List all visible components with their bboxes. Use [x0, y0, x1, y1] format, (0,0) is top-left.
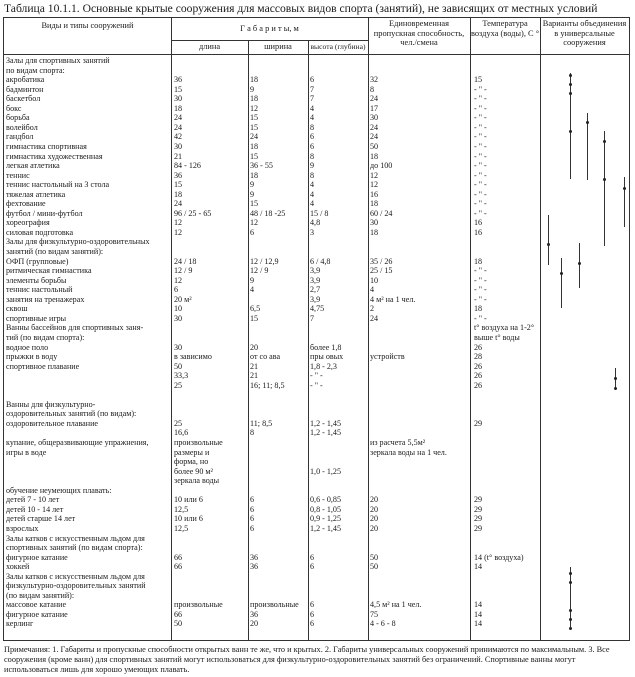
- variant-dot: [614, 387, 617, 390]
- row-cell: 96 / 25 - 65: [174, 208, 212, 218]
- row-cell: - " -: [474, 208, 487, 218]
- row-cell: 20: [250, 342, 259, 352]
- row-cell: 6: [250, 523, 255, 533]
- row-cell: пры овых: [310, 352, 344, 362]
- row-label: легкая атлетика: [6, 161, 60, 171]
- header-bottom-line: [4, 54, 629, 55]
- row-cell: 50: [370, 141, 379, 151]
- row-cell: 48 / 18 -25: [250, 208, 286, 218]
- row-cell: 15: [250, 199, 259, 209]
- row-label: гандбол: [6, 132, 34, 142]
- row-cell: 26: [474, 361, 483, 371]
- row-cell: 50: [370, 552, 379, 562]
- row-cell: - " -: [474, 189, 487, 199]
- row-cell: 16; 11; 8,5: [250, 380, 285, 390]
- row-cell: 18: [250, 141, 259, 151]
- row-cell: - " -: [474, 94, 487, 104]
- row-cell: 42: [174, 132, 183, 142]
- row-cell: 18: [174, 103, 183, 113]
- row-cell: 20: [370, 495, 379, 505]
- row-cell: 9: [250, 275, 255, 285]
- row-cell: - " -: [474, 103, 487, 113]
- row-cell: 29: [474, 504, 483, 514]
- row-cell: до 100: [370, 161, 393, 171]
- row-cell: 35 / 26: [370, 256, 393, 266]
- row-label: детей старше 14 лет: [6, 514, 76, 524]
- row-cell: 30: [174, 94, 183, 104]
- row-label: элементы борьбы: [6, 275, 67, 285]
- row-label: теннис настольный: [6, 285, 73, 295]
- row-cell: 8: [310, 170, 315, 180]
- row-cell: 84 - 126: [174, 161, 201, 171]
- row-cell: 16: [370, 189, 379, 199]
- row-cell: 18: [250, 75, 259, 85]
- row-cell: 0,8 - 1,05: [310, 504, 342, 514]
- row-cell: - " -: [474, 294, 487, 304]
- row-cell: 6 / 4,8: [310, 256, 331, 266]
- row-cell: 29: [474, 418, 483, 428]
- row-cell: 6: [310, 132, 315, 142]
- row-cell: 15 / 8: [310, 208, 329, 218]
- header-capacity: Единовременная пропускная способность, чел./смена: [373, 19, 465, 48]
- row-cell: от со ава: [250, 352, 281, 362]
- row-cell: 7: [310, 313, 315, 323]
- row-cell: 36: [174, 170, 183, 180]
- row-cell: более 90 м²: [174, 466, 213, 476]
- row-cell: 6: [250, 504, 255, 514]
- row-label: спортивные игры: [6, 313, 67, 323]
- row-cell: 18: [474, 304, 483, 314]
- row-cell: 3,9: [310, 266, 321, 276]
- row-label: хоккей: [6, 562, 30, 572]
- row-cell: 1,0 - 1,25: [310, 466, 342, 476]
- row-label: массовое катание: [6, 600, 67, 610]
- row-cell: 36: [250, 552, 259, 562]
- row-cell: из расчета 5,5м²: [370, 438, 426, 447]
- header-temp: Температура воздуха (воды), С °: [470, 19, 540, 38]
- row-cell: 15: [250, 122, 259, 132]
- row-cell: 4 - 6 - 8: [370, 619, 396, 629]
- row-cell: 60 / 24: [370, 208, 393, 218]
- header-width: ширина: [264, 42, 292, 51]
- row-cell: 10 или 6: [174, 514, 203, 524]
- row-cell: 4: [310, 199, 315, 209]
- row-cell: произвольные: [174, 438, 223, 447]
- row-cell: 24: [174, 113, 183, 123]
- row-cell: 12: [174, 227, 183, 237]
- row-label: (по видам занятий):: [6, 590, 75, 600]
- row-cell: 24: [250, 132, 259, 142]
- row-cell: 26: [474, 371, 483, 381]
- row-label: спортивных занятий (по видам спорта):: [6, 543, 143, 553]
- row-cell: 4,75: [310, 304, 325, 314]
- header-types: Виды и типы сооружений: [41, 21, 134, 30]
- row-cell: 1,2 - 1,45: [310, 428, 342, 438]
- header-variants: Варианты объединения в универсальные сооружения: [542, 19, 627, 48]
- row-cell: 11; 8,5: [250, 418, 273, 428]
- row-cell: 26: [474, 380, 483, 390]
- row-cell: 1,2 - 1,45: [310, 523, 342, 533]
- variant-line: [561, 258, 562, 308]
- row-cell: 33,3: [174, 371, 189, 381]
- row-cell: 21: [174, 151, 183, 161]
- variant-dot: [569, 627, 572, 630]
- row-cell: 0,9 - 1,25: [310, 514, 342, 524]
- row-cell: 15: [174, 180, 183, 190]
- row-label: баскетбол: [6, 94, 41, 104]
- row-cell: 8: [370, 84, 375, 94]
- row-label: купание, общеразвивающие упражнения,: [6, 438, 149, 447]
- row-cell: 30: [174, 141, 183, 151]
- row-cell: 15: [250, 313, 259, 323]
- row-cell: 4: [310, 180, 315, 190]
- row-cell: 4: [310, 113, 315, 123]
- row-cell: - " -: [474, 275, 487, 285]
- row-label: теннис настольный на 3 стола: [6, 180, 110, 190]
- row-cell: 6: [310, 552, 315, 562]
- row-label: силовая подготовка: [6, 227, 74, 237]
- row-cell: 12: [370, 170, 379, 180]
- row-label: фехтование: [6, 199, 46, 209]
- row-cell: 66: [174, 609, 183, 619]
- row-label: Ванны бассейнов для спортивных заня-: [6, 323, 144, 333]
- row-cell: 9: [250, 84, 255, 94]
- row-cell: 14 (t° воздуха): [474, 552, 524, 562]
- row-cell: 8: [310, 122, 315, 132]
- row-cell: 12: [174, 218, 183, 228]
- row-cell: 36 - 55: [250, 161, 273, 171]
- row-cell: 18: [250, 94, 259, 104]
- variant-dot: [586, 121, 589, 124]
- variant-dot: [569, 572, 572, 575]
- row-cell: 12: [174, 275, 183, 285]
- row-cell: 6,5: [250, 304, 261, 314]
- row-cell: - " -: [474, 180, 487, 190]
- variant-dot: [603, 140, 606, 143]
- row-cell: 24: [370, 313, 379, 323]
- row-label: физкультурно-оздоровительных занятий: [6, 581, 146, 591]
- row-cell: 4 м² на 1 чел.: [370, 294, 416, 304]
- row-cell: 50: [174, 361, 183, 371]
- row-cell: 1,8 - 2,3: [310, 361, 337, 371]
- row-cell: 24 / 18: [174, 256, 197, 266]
- row-cell: - " -: [474, 132, 487, 142]
- row-cell: 28: [474, 352, 483, 362]
- row-cell: 15: [250, 151, 259, 161]
- row-label: прыжки в воду: [6, 352, 58, 362]
- row-cell: 6: [310, 141, 315, 151]
- row-cell: 20: [370, 514, 379, 524]
- row-cell: 16: [474, 218, 483, 228]
- row-label: по видам спорта:: [6, 65, 65, 75]
- variant-dot: [569, 83, 572, 86]
- row-label: обучение неумеющих плавать:: [6, 485, 112, 495]
- row-label: игры в воде: [6, 447, 47, 457]
- row-label: Залы катков с искусственным льдом для: [6, 533, 145, 543]
- row-cell: 7: [310, 84, 315, 94]
- row-cell: 4: [370, 285, 375, 295]
- row-label: оздоровительное плавание: [6, 418, 98, 428]
- row-cell: 9: [250, 189, 255, 199]
- row-cell: 6: [174, 285, 179, 295]
- row-cell: 4: [310, 189, 315, 199]
- row-cell: - " -: [474, 84, 487, 94]
- row-cell: более 1,8: [310, 342, 342, 352]
- row-label: Залы для физкультурно-оздоровительных: [6, 237, 150, 247]
- row-cell: 3,9: [310, 294, 321, 304]
- row-cell: 24: [174, 122, 183, 132]
- row-cell: - " -: [474, 313, 487, 323]
- variant-dot: [569, 618, 572, 621]
- row-label: оздоровительных занятий (по видам):: [6, 409, 137, 419]
- row-label: керлинг: [6, 619, 34, 629]
- row-cell: 18: [474, 256, 483, 266]
- row-cell: - " -: [474, 285, 487, 295]
- row-cell: 9: [310, 161, 315, 171]
- row-label: ОФП (групповые): [6, 256, 69, 266]
- row-cell: 50: [370, 562, 379, 572]
- row-cell: 12 / 9: [174, 266, 193, 276]
- row-label: фигурное катание: [6, 552, 68, 562]
- header-height: высота (глубина): [310, 42, 366, 51]
- row-cell: 10: [174, 304, 183, 314]
- row-cell: 12,5: [174, 523, 189, 533]
- row-label: теннис: [6, 170, 30, 180]
- row-cell: 16,6: [174, 428, 189, 438]
- variant-dot: [578, 262, 581, 265]
- table-notes: Примечания: 1. Габариты и пропускные способности открытых ванн те же, что и крытых. 2. Габариты универсальных сооружений принимаются по максимальным. 3. Все сооружения (кроме ванн) для спортивных занятий могут использоваться для физкультурно-оздоровительных занятий без ограничений. Спортивные ванны могут использоваться лишь для хорошо умеющих плавать.: [4, 645, 610, 674]
- row-cell: 18: [370, 151, 379, 161]
- row-cell: 6: [310, 562, 315, 572]
- row-cell: произвольные: [250, 600, 299, 610]
- row-cell: 16: [474, 227, 483, 237]
- variant-dot: [623, 187, 626, 190]
- row-cell: 20 м²: [174, 294, 192, 304]
- table-title: Таблица 10.1.1. Основные крытые сооружения для массовых видов спорта (занятий), не зависящих от местных условий: [4, 2, 598, 15]
- row-cell: - " -: [474, 122, 487, 132]
- row-cell: 2: [370, 304, 375, 314]
- row-cell: 4: [310, 103, 315, 113]
- row-cell: 25: [174, 418, 183, 428]
- row-label: сквош: [6, 304, 28, 314]
- row-cell: 1,2 - 1,45: [310, 418, 342, 428]
- row-label: ритмическая гимнастика: [6, 266, 92, 276]
- row-label: гимнастика художественная: [6, 151, 103, 161]
- row-cell: - " -: [474, 161, 487, 171]
- row-cell: 24: [174, 199, 183, 209]
- variant-line: [624, 177, 625, 227]
- row-cell: 8: [250, 428, 255, 438]
- row-cell: в зависимо: [174, 352, 212, 362]
- variant-dot: [614, 377, 617, 380]
- row-cell: - " -: [474, 170, 487, 180]
- row-label: детей 10 - 14 лет: [6, 504, 64, 514]
- variant-dot: [569, 130, 572, 133]
- row-cell: 12,5: [174, 504, 189, 514]
- sports-facilities-table: [3, 17, 630, 641]
- row-cell: t° воздуха на 1-2°: [474, 323, 535, 333]
- row-cell: 66: [174, 562, 183, 572]
- row-cell: зеркала воды: [174, 476, 220, 486]
- row-cell: устройств: [370, 352, 405, 362]
- row-cell: 36: [250, 609, 259, 619]
- row-cell: - " -: [474, 266, 487, 276]
- row-cell: - " -: [474, 199, 487, 209]
- row-cell: 0,6 - 0,85: [310, 495, 342, 505]
- row-cell: 15: [474, 75, 483, 85]
- row-cell: 12 / 9: [250, 266, 269, 276]
- row-cell: 29: [474, 523, 483, 533]
- row-cell: 6: [250, 514, 255, 524]
- row-cell: 20: [370, 504, 379, 514]
- row-label: бадминтон: [6, 84, 44, 94]
- variant-line: [548, 215, 549, 265]
- row-cell: 4,5 м² на 1 чел.: [370, 600, 422, 610]
- row-cell: 14: [474, 600, 483, 610]
- header-dims: Г а б а р и т ы, м: [240, 24, 299, 33]
- row-cell: 26: [474, 342, 483, 352]
- row-cell: 29: [474, 495, 483, 505]
- row-label: хореография: [6, 218, 50, 228]
- row-label: волейбол: [6, 122, 38, 132]
- row-cell: - " -: [310, 371, 323, 381]
- row-cell: 36: [174, 75, 183, 85]
- row-label: взрослых: [6, 523, 39, 533]
- row-cell: 30: [370, 113, 379, 123]
- row-cell: 12: [250, 218, 259, 228]
- row-cell: выше t° воды: [474, 332, 520, 342]
- row-cell: 7: [310, 94, 315, 104]
- row-cell: 32: [370, 75, 379, 85]
- variant-dot: [569, 74, 572, 77]
- row-cell: 6: [250, 495, 255, 505]
- variant-dot: [547, 243, 550, 246]
- row-label: водное поло: [6, 342, 49, 352]
- row-label: футбол / мини-футбол: [6, 208, 83, 218]
- row-label: Ванны для физкультурно-: [6, 399, 96, 409]
- row-cell: 24: [370, 122, 379, 132]
- row-cell: 12: [370, 180, 379, 190]
- row-cell: форма, но: [174, 457, 209, 467]
- row-cell: 29: [474, 514, 483, 524]
- row-cell: 12 / 12,9: [250, 256, 279, 266]
- row-cell: 2,7: [310, 285, 321, 295]
- row-cell: 21: [250, 371, 259, 381]
- row-label: фигурное катание: [6, 609, 68, 619]
- row-cell: 25 / 15: [370, 266, 393, 276]
- row-label: спортивное плавание: [6, 361, 80, 371]
- row-label: Залы для спортивных занятий: [6, 56, 110, 65]
- row-cell: 14: [474, 619, 483, 629]
- variant-dot: [560, 272, 563, 275]
- row-cell: 4: [250, 285, 255, 295]
- row-cell: 3: [310, 227, 315, 237]
- row-cell: 66: [174, 552, 183, 562]
- row-cell: - " -: [474, 113, 487, 123]
- variant-dot: [569, 92, 572, 95]
- row-label: борьба: [6, 113, 30, 123]
- row-cell: 15: [250, 113, 259, 123]
- row-cell: 30: [174, 313, 183, 323]
- row-cell: 30: [370, 218, 379, 228]
- row-cell: 9: [250, 180, 255, 190]
- row-cell: 8: [310, 151, 315, 161]
- row-label: тий (по видам спорта):: [6, 332, 85, 342]
- row-cell: 6: [310, 609, 315, 619]
- row-cell: размеры и: [174, 447, 210, 457]
- variant-dot: [603, 178, 606, 181]
- variant-dot: [569, 581, 572, 584]
- variant-line: [579, 243, 580, 288]
- row-label: детей 7 - 10 лет: [6, 495, 60, 505]
- row-cell: 6: [310, 600, 315, 610]
- row-cell: 21: [250, 361, 259, 371]
- row-cell: 3,9: [310, 275, 321, 285]
- grid-line: [171, 40, 368, 41]
- row-cell: 10: [370, 275, 379, 285]
- row-cell: 24: [370, 94, 379, 104]
- row-cell: 12: [250, 103, 259, 113]
- row-cell: - " -: [474, 141, 487, 151]
- row-cell: 18: [174, 189, 183, 199]
- row-cell: 18: [370, 227, 379, 237]
- row-cell: 4,8: [310, 218, 321, 228]
- row-cell: 17: [370, 103, 379, 113]
- row-cell: 6: [310, 75, 315, 85]
- row-cell: 36: [250, 562, 259, 572]
- row-cell: 20: [250, 619, 259, 629]
- row-cell: 24: [370, 132, 379, 142]
- grid-line: [171, 18, 172, 640]
- row-cell: 14: [474, 609, 483, 619]
- row-cell: произвольные: [174, 600, 223, 610]
- row-label: бокс: [6, 103, 22, 113]
- row-label: занятия на тренажерах: [6, 294, 85, 304]
- row-cell: - " -: [474, 151, 487, 161]
- row-cell: 6: [250, 227, 255, 237]
- variants-diagram: [540, 73, 630, 633]
- row-label: гимнастика спортивная: [6, 141, 87, 151]
- variant-dot: [569, 609, 572, 612]
- row-cell: 18: [370, 199, 379, 209]
- row-cell: 14: [474, 562, 483, 572]
- row-cell: 25: [174, 380, 183, 390]
- row-label: занятий (по видам занятий):: [6, 247, 104, 256]
- row-cell: 18: [250, 170, 259, 180]
- row-cell: 15: [174, 84, 183, 94]
- row-label: акробатика: [6, 75, 45, 85]
- variant-line: [570, 73, 571, 179]
- row-cell: 6: [310, 619, 315, 629]
- row-cell: зеркала воды на 1 чел.: [370, 447, 447, 457]
- row-cell: 20: [370, 523, 379, 533]
- variant-line: [604, 131, 605, 246]
- row-cell: 75: [370, 609, 379, 619]
- row-cell: 30: [174, 342, 183, 352]
- header-length: длина: [198, 42, 221, 51]
- row-cell: 10 или 6: [174, 495, 203, 505]
- row-cell: - " -: [310, 380, 323, 390]
- row-cell: 50: [174, 619, 183, 629]
- row-label: тяжелая атлетика: [6, 189, 66, 199]
- row-label: Залы катков с искусственным льдом для: [6, 571, 145, 581]
